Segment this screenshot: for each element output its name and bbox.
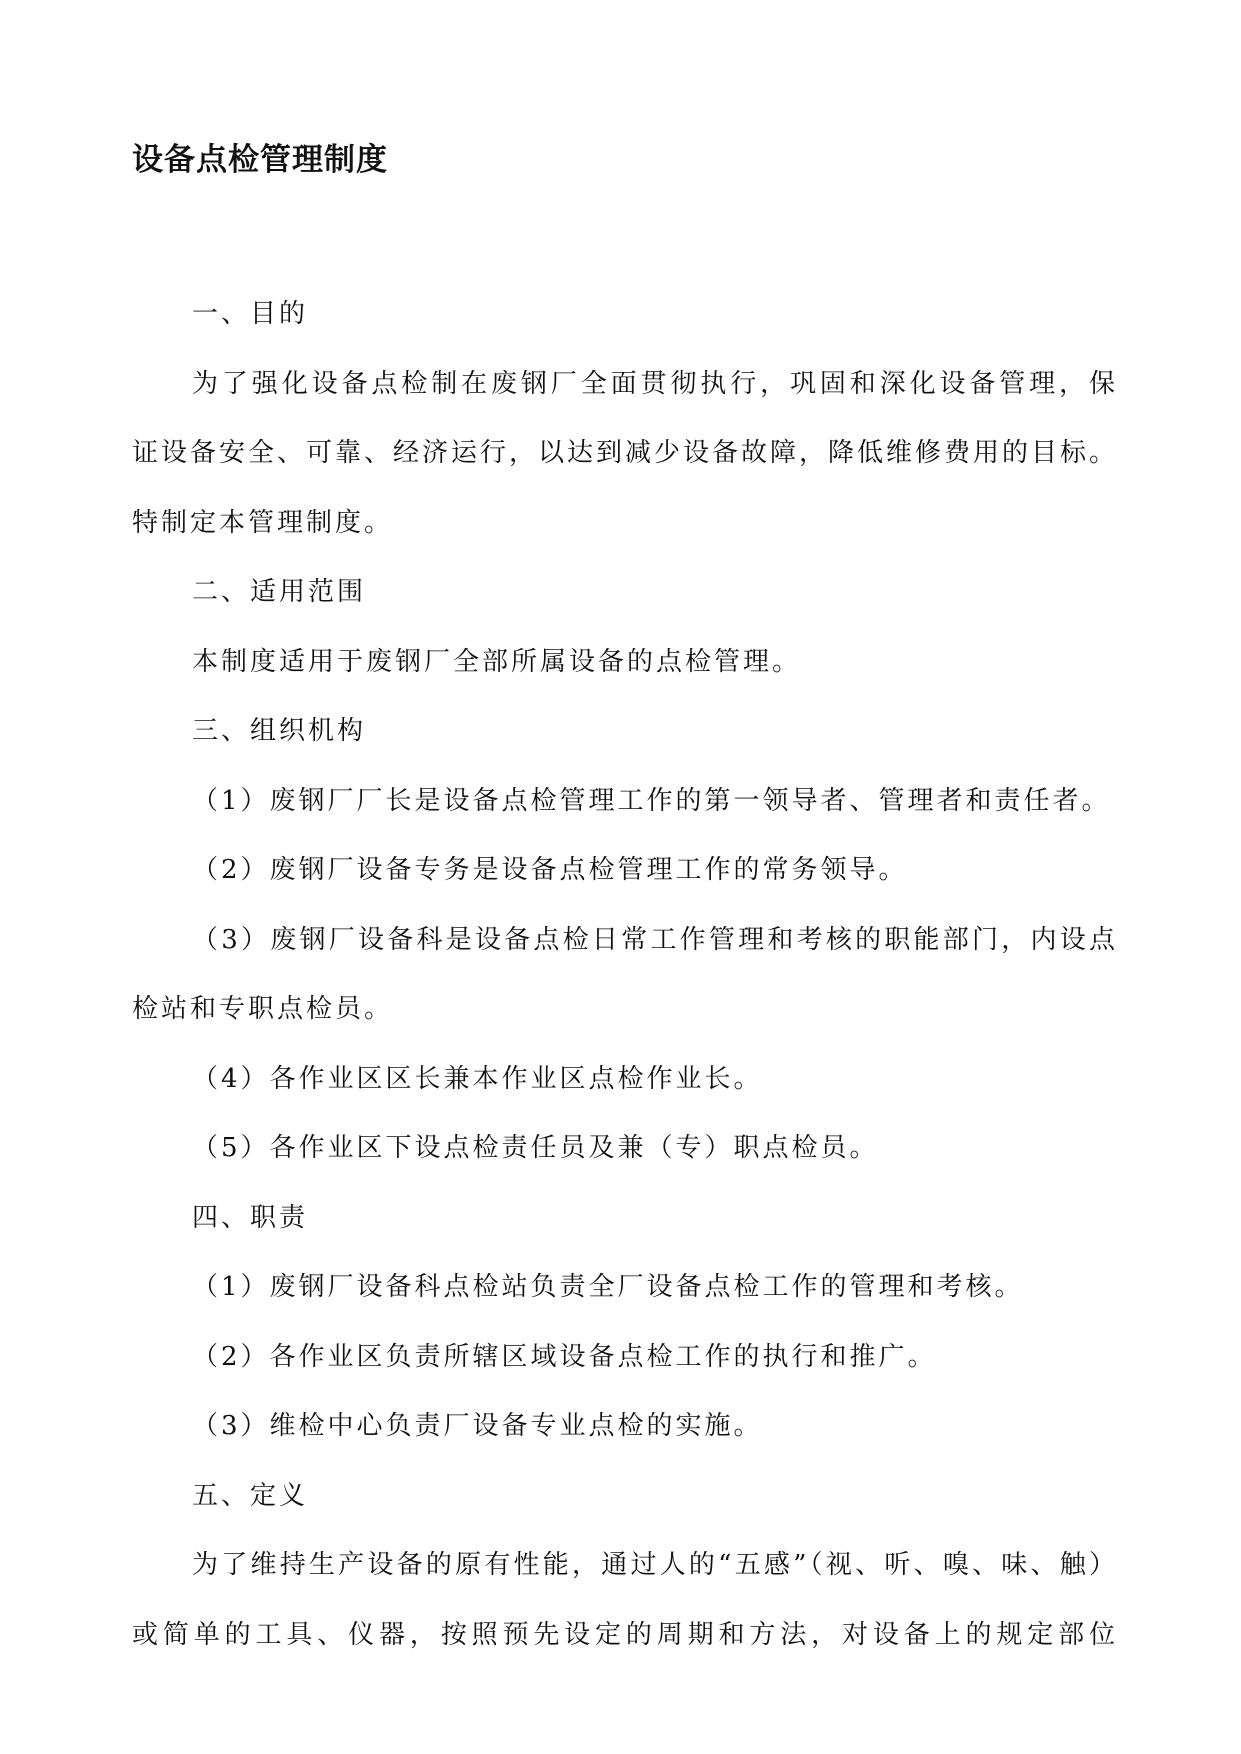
paragraph-line: 特制定本管理制度。 [132, 507, 394, 538]
paragraph-line: 或简单的工具、仪器，按照预先设定的周期和方法，对设备上的规定部位 [132, 1619, 1117, 1650]
section-heading-organization: 三、组织机构 [192, 716, 367, 746]
list-item: （1）废钢厂设备科点检站负责全厂设备点检工作的管理和考核。 [192, 1272, 1024, 1302]
paragraph-line: 本制度适用于废钢厂全部所属设备的点检管理。 [192, 646, 802, 677]
list-item: （1）废钢厂厂长是设备点检管理工作的第一领导者、管理者和责任者。 [192, 785, 1111, 816]
paragraph-line: 为了强化设备点检制在废钢厂全面贯彻执行，巩固和深化设备管理，保 [192, 368, 1117, 399]
section-heading-definition: 五、定义 [192, 1480, 309, 1511]
section-heading-scope: 二、适用范围 [192, 577, 367, 607]
section-heading-responsibilities: 四、职责 [192, 1202, 309, 1233]
list-item: （4）各作业区区长兼本作业区点检作业长。 [192, 1063, 763, 1094]
list-item-continuation: 检站和专职点检员。 [132, 994, 394, 1024]
paragraph-line: 为了维持生产设备的原有性能，通过人的“五感”（视、听、嗅、味、触） [192, 1550, 1117, 1580]
list-item: （2）废钢厂设备专务是设备点检管理工作的常务领导。 [192, 855, 908, 885]
list-item: （2）各作业区负责所辖区域设备点检工作的执行和推广。 [192, 1341, 937, 1372]
list-item: （5）各作业区下设点检责任员及兼（专）职点检员。 [192, 1133, 879, 1163]
section-heading-purpose: 一、目的 [192, 299, 309, 329]
document-body [132, 280, 1117, 1670]
list-item: （3）废钢厂设备科是设备点检日常工作管理和考核的职能部门，内设点 [192, 924, 1117, 955]
list-item: （3）维检中心负责厂设备专业点检的实施。 [192, 1411, 763, 1441]
document-title: 设备点检管理制度 [132, 142, 388, 178]
paragraph-line: 证设备安全、可靠、经济运行，以达到减少设备故障，降低维修费用的目标。 [132, 438, 1117, 468]
